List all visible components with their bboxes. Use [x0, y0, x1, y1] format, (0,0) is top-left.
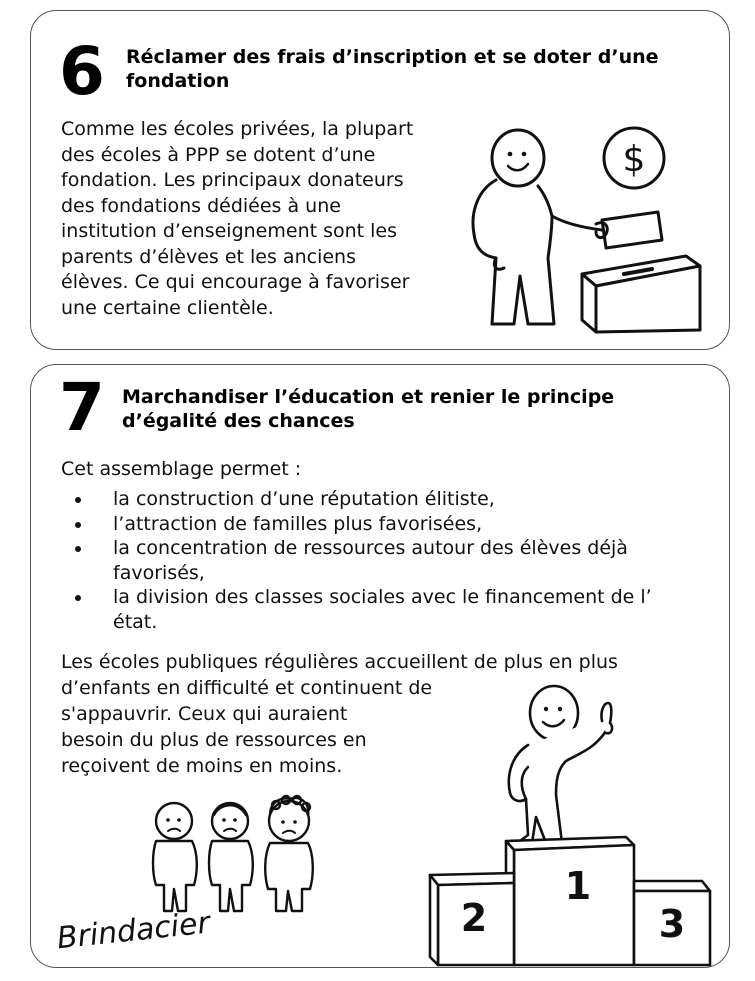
section-7-number: 7	[59, 369, 105, 446]
section-7-intro: Cet assemblage permet :	[61, 458, 302, 480]
body-line: institution d’enseignement sont les	[61, 220, 398, 242]
closing-line: besoin du plus de ressources en	[61, 729, 367, 751]
body-line: des fondations dédiées à une	[61, 194, 341, 217]
closing-line: Les écoles publiques régulières accueillent de plus en plus	[61, 651, 618, 673]
podium-third-top	[634, 881, 710, 891]
podium-first-label: 1	[564, 864, 592, 908]
section-7-title-line-2: d’égalité des chances	[122, 410, 355, 432]
bullet-dot	[75, 497, 81, 503]
section-6-title	[126, 45, 716, 93]
body-line: Comme les écoles privées, la plupart	[61, 118, 414, 140]
podium-third-label: 3	[658, 902, 686, 946]
child-head	[212, 803, 248, 839]
child-head	[156, 803, 192, 839]
section-6-title-line-2: fondation	[126, 70, 230, 92]
section-6-card	[30, 10, 730, 350]
body-line: parents d’élèves et les anciens	[61, 245, 356, 268]
list-item: l’attraction de familles plus favorisées,	[61, 512, 721, 537]
figure-head	[492, 130, 544, 186]
donation-illustration	[456, 116, 706, 336]
list-item: la division des classes sociales avec le financement de l’ état.	[61, 585, 721, 634]
podium-second-label: 2	[460, 896, 488, 940]
signature-text: Brindacier	[55, 905, 212, 957]
body-line: des écoles à PPP se dotent d’une	[61, 143, 376, 166]
body-line: fondation. Les principaux donateurs	[61, 169, 404, 191]
list-item: la concentration de ressources autour des élèves déjà favorisés,	[61, 536, 721, 585]
bullet-dot	[75, 546, 81, 552]
dollar-sign: $	[622, 139, 646, 180]
signature	[49, 905, 219, 961]
section-7-title	[122, 385, 712, 433]
section-7-bullet-list	[61, 487, 721, 634]
section-6-body	[61, 117, 451, 321]
envelope	[602, 212, 662, 248]
body-line: une certaine clientèle.	[61, 296, 274, 319]
section-6-number: 6	[59, 33, 105, 110]
closing-line: s'appauvrir. Ceux qui auraient	[61, 703, 348, 725]
sad-children-illustration	[146, 793, 326, 917]
list-item: la construction d’une réputation élitiste,	[61, 487, 721, 512]
body-line: élèves. Ce qui encourage à favoriser	[61, 271, 410, 293]
bullet-dot	[75, 595, 81, 601]
section-7-title-line-1: Marchandiser l’éducation et renier le principe	[122, 386, 615, 408]
closing-line: reçoivent de moins en moins.	[61, 755, 343, 777]
closing-line: d’enfants en difficulté et continuent de	[61, 677, 433, 699]
section-6-title-line-1: Réclamer des frais d’inscription et se doter d’une	[126, 46, 659, 68]
section-7-card	[30, 364, 730, 968]
bullet-dot	[75, 522, 81, 528]
podium-illustration	[416, 675, 716, 963]
